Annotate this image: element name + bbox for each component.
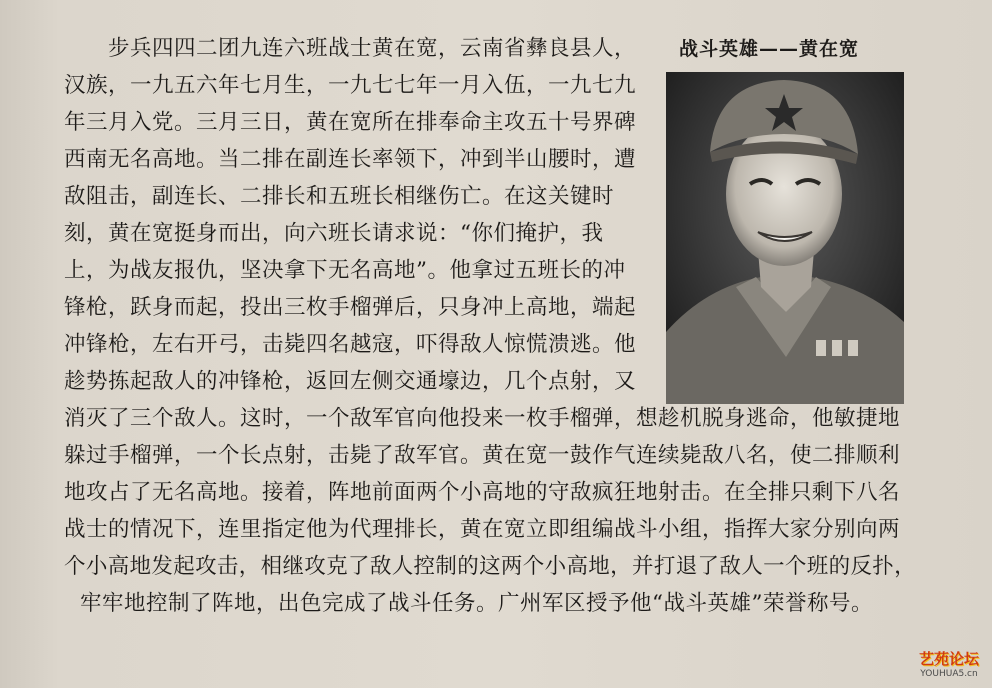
text-line: 汉族，一九五六年七月生，一九七七年一月入伍，一九七九: [64, 73, 637, 98]
forum-watermark: [910, 650, 988, 684]
text-line: 上，为战友报仇，坚决拿下无名高地”。他拿过五班长的冲: [64, 258, 626, 283]
text-line: 战士的情况下，连里指定他为代理排长，黄在宽立即组编战斗小组，指挥大家分别向两: [64, 517, 901, 542]
text-line: 地攻占了无名高地。接着，阵地前面两个小高地的守敌疯狂地射击。在全排只剩下八名: [64, 480, 901, 505]
text-line: 步兵四四二团九连六班战士黄在宽，云南省彝良县人，: [108, 36, 637, 61]
photo-caption: 战斗英雄——黄在宽: [678, 38, 859, 60]
watermark-subtitle: YOUHUA5.cn: [920, 669, 978, 679]
text-line: 西南无名高地。当二排在副连长率领下，冲到半山腰时，遭: [64, 147, 637, 172]
text-line: 趁势拣起敌人的冲锋枪，返回左侧交通壕边，几个点射，又: [64, 369, 637, 394]
text-line: 刻，黄在宽挺身而出，向六班长请求说：“你们掩护，我: [64, 221, 604, 246]
soldier-portrait-image: [666, 72, 904, 404]
watermark-title: 艺苑论坛: [918, 650, 979, 668]
text-line: 消灭了三个敌人。这时，一个敌军官向他投来一枚手榴弹，想趁机脱身逃命，他敏捷地: [64, 406, 901, 431]
text-line: 锋枪，跃身而起，投出三枚手榴弹后，只身冲上高地，端起: [64, 295, 637, 320]
portrait-photo: [666, 72, 904, 404]
text-line: 敌阻击，副连长、二排长和五班长相继伤亡。在这关键时: [64, 184, 615, 209]
text-line: 冲锋枪，左右开弓，击毙四名越寇，吓得敌人惊慌溃逃。他: [64, 332, 637, 357]
text-line: 年三月入党。三月三日，黄在宽所在排奉命主攻五十号界碑: [64, 110, 637, 135]
text-line: 个小高地发起攻击，相继攻克了敌人控制的这两个小高地，并打退了敌人一个班的反扑，: [64, 554, 917, 579]
text-line: 躲过手榴弹，一个长点射，击毙了敌军官。黄在宽一鼓作气连续毙敌八名，使二排顺利: [64, 443, 901, 468]
text-line: 牢牢地控制了阵地，出色完成了战斗任务。广州军区授予他“战斗英雄”荣誉称号。: [80, 591, 873, 616]
